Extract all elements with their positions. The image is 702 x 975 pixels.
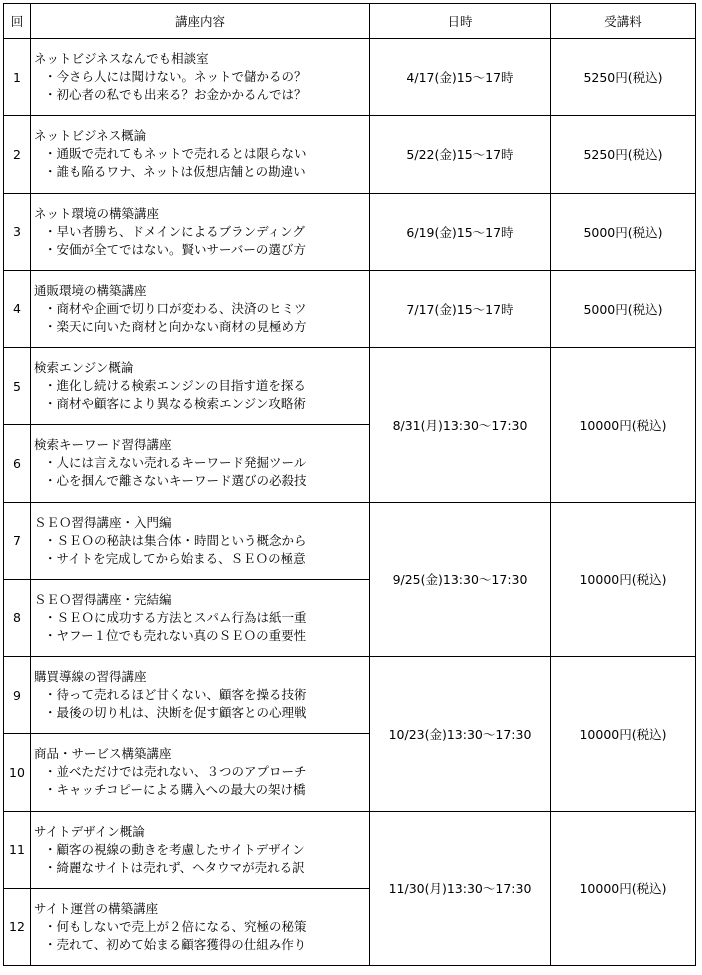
lesson-point: ・安価が全てではない。賢いサーバーの選び方 (44, 241, 306, 257)
lesson-point: ・売れて、初めて始まる顧客獲得の仕組み作り (44, 936, 307, 952)
lesson-title: 購買導線の習得講座 (34, 669, 147, 685)
lesson-point: ・ＳＥＯに成功する方法とスパム行為は紙一重 (44, 609, 307, 625)
lesson-number: 2 (4, 116, 31, 193)
lesson-point: ・サイトを完成してから始まる、ＳＥＯの極意 (44, 550, 306, 566)
lesson-title: サイト運営の構築講座 (34, 900, 159, 916)
course-schedule-table (3, 3, 696, 966)
lesson-content (31, 502, 370, 579)
lesson-point: ・通販で売れてもネットで売れるとは限らない (44, 146, 307, 162)
lesson-content (31, 39, 370, 116)
lesson-point: ・顧客の視線の動きを考慮したサイトデザイン (44, 841, 305, 857)
lesson-point: ・ＳＥＯの秘訣は集合体・時間という概念から (44, 532, 307, 548)
lesson-number: 3 (4, 193, 31, 270)
lesson-point: ・誰も陥るワナ、ネットは仮想店舗との勘違い (44, 164, 306, 180)
lesson-content (31, 193, 370, 270)
table-row (4, 39, 696, 116)
lesson-point: ・並べただけでは売れない、３つのアプローチ (44, 764, 307, 780)
header-fee: 受講料 (551, 4, 696, 39)
table-row (4, 502, 696, 579)
lesson-point: ・キャッチコピーによる購入への最大の架け橋 (44, 782, 306, 798)
lesson-number: 12 (4, 888, 31, 965)
session-fee: 5250円(税込) (551, 116, 696, 193)
lesson-content (31, 270, 370, 347)
session-date: 11/30(月)13:30～17:30 (370, 811, 551, 966)
lesson-point: ・早い者勝ち、ドメインによるブランディング (44, 223, 305, 239)
session-fee: 5000円(税込) (551, 270, 696, 347)
lesson-point: ・最後の切り札は、決断を促す顧客との心理戦 (44, 705, 307, 721)
lesson-title: ネットビジネスなんでも相談室 (34, 51, 209, 67)
session-fee: 5250円(税込) (551, 39, 696, 116)
lesson-title: 検索エンジン概論 (34, 360, 134, 376)
lesson-content (31, 425, 370, 502)
lesson-content (31, 657, 370, 734)
session-date: 4/17(金)15～17時 (370, 39, 551, 116)
table-row (4, 811, 696, 888)
lesson-content (31, 888, 370, 965)
lesson-number: 8 (4, 579, 31, 656)
session-fee: 10000円(税込) (551, 657, 696, 812)
lesson-point: ・心を掴んで離さないキーワード選びの必殺技 (44, 473, 307, 489)
header-no: 回 (4, 4, 31, 39)
lesson-number: 10 (4, 734, 31, 811)
session-date: 5/22(金)15～17時 (370, 116, 551, 193)
lesson-title: サイトデザイン概論 (34, 823, 145, 839)
lesson-point: ・楽天に向いた商材と向かない商材の見極め方 (44, 318, 307, 334)
session-fee: 10000円(税込) (551, 811, 696, 966)
lesson-point: ・商材や顧客により異なる検索エンジン攻略術 (44, 396, 306, 412)
lesson-content (31, 348, 370, 425)
lesson-title: ネット環境の構築講座 (34, 205, 160, 221)
table-row (4, 657, 696, 734)
table-row (4, 348, 696, 425)
session-fee: 5000円(税込) (551, 193, 696, 270)
lesson-title: ＳＥＯ習得講座・完結編 (34, 591, 172, 607)
session-date: 10/23(金)13:30～17:30 (370, 657, 551, 812)
table-row (4, 270, 696, 347)
session-fee: 10000円(税込) (551, 502, 696, 657)
header-content: 講座内容 (31, 4, 370, 39)
session-fee: 10000円(税込) (551, 348, 696, 503)
lesson-point: ・綺麗なサイトは売れず、ヘタウマが売れる訳 (44, 859, 305, 875)
lesson-point: ・人には言えない売れるキーワード発掘ツール (44, 455, 307, 471)
session-date: 9/25(金)13:30～17:30 (370, 502, 551, 657)
lesson-number: 5 (4, 348, 31, 425)
lesson-content (31, 734, 370, 811)
lesson-number: 6 (4, 425, 31, 502)
lesson-content (31, 116, 370, 193)
lesson-number: 9 (4, 657, 31, 734)
session-date: 8/31(月)13:30～17:30 (370, 348, 551, 503)
table-row (4, 116, 696, 193)
lesson-content (31, 811, 370, 888)
lesson-point: ・何もしないで売上が２倍になる、究極の秘策 (44, 918, 307, 934)
lesson-number: 7 (4, 502, 31, 579)
lesson-point: ・待って売れるほど甘くない、顧客を操る技術 (44, 687, 307, 703)
lesson-point: ・今さら人には聞けない。ネットで儲かるの？ (44, 69, 307, 85)
lesson-number: 4 (4, 270, 31, 347)
session-date: 7/17(金)15～17時 (370, 270, 551, 347)
lesson-point: ・商材や企画で切り口が変わる、決済のヒミツ (44, 300, 307, 316)
lesson-point: ・初心者の私でも出来る？お金かかるんでは？ (44, 87, 307, 103)
table-row (4, 193, 696, 270)
lesson-point: ・ヤフー１位でも売れない真のＳＥＯの重要性 (44, 627, 307, 643)
session-date: 6/19(金)15～17時 (370, 193, 551, 270)
lesson-number: 1 (4, 39, 31, 116)
header-row (4, 4, 696, 39)
lesson-content (31, 579, 370, 656)
lesson-title: 通販環境の構築講座 (34, 282, 147, 298)
lesson-title: ネットビジネス概論 (34, 128, 147, 144)
lesson-title: 商品・サービス構築講座 (34, 746, 172, 762)
lesson-point: ・進化し続ける検索エンジンの目指す道を探る (44, 378, 306, 394)
lesson-title: 検索キーワード習得講座 (34, 437, 172, 453)
lesson-title: ＳＥＯ習得講座・入門編 (34, 514, 172, 530)
lesson-number: 11 (4, 811, 31, 888)
header-date: 日時 (370, 4, 551, 39)
